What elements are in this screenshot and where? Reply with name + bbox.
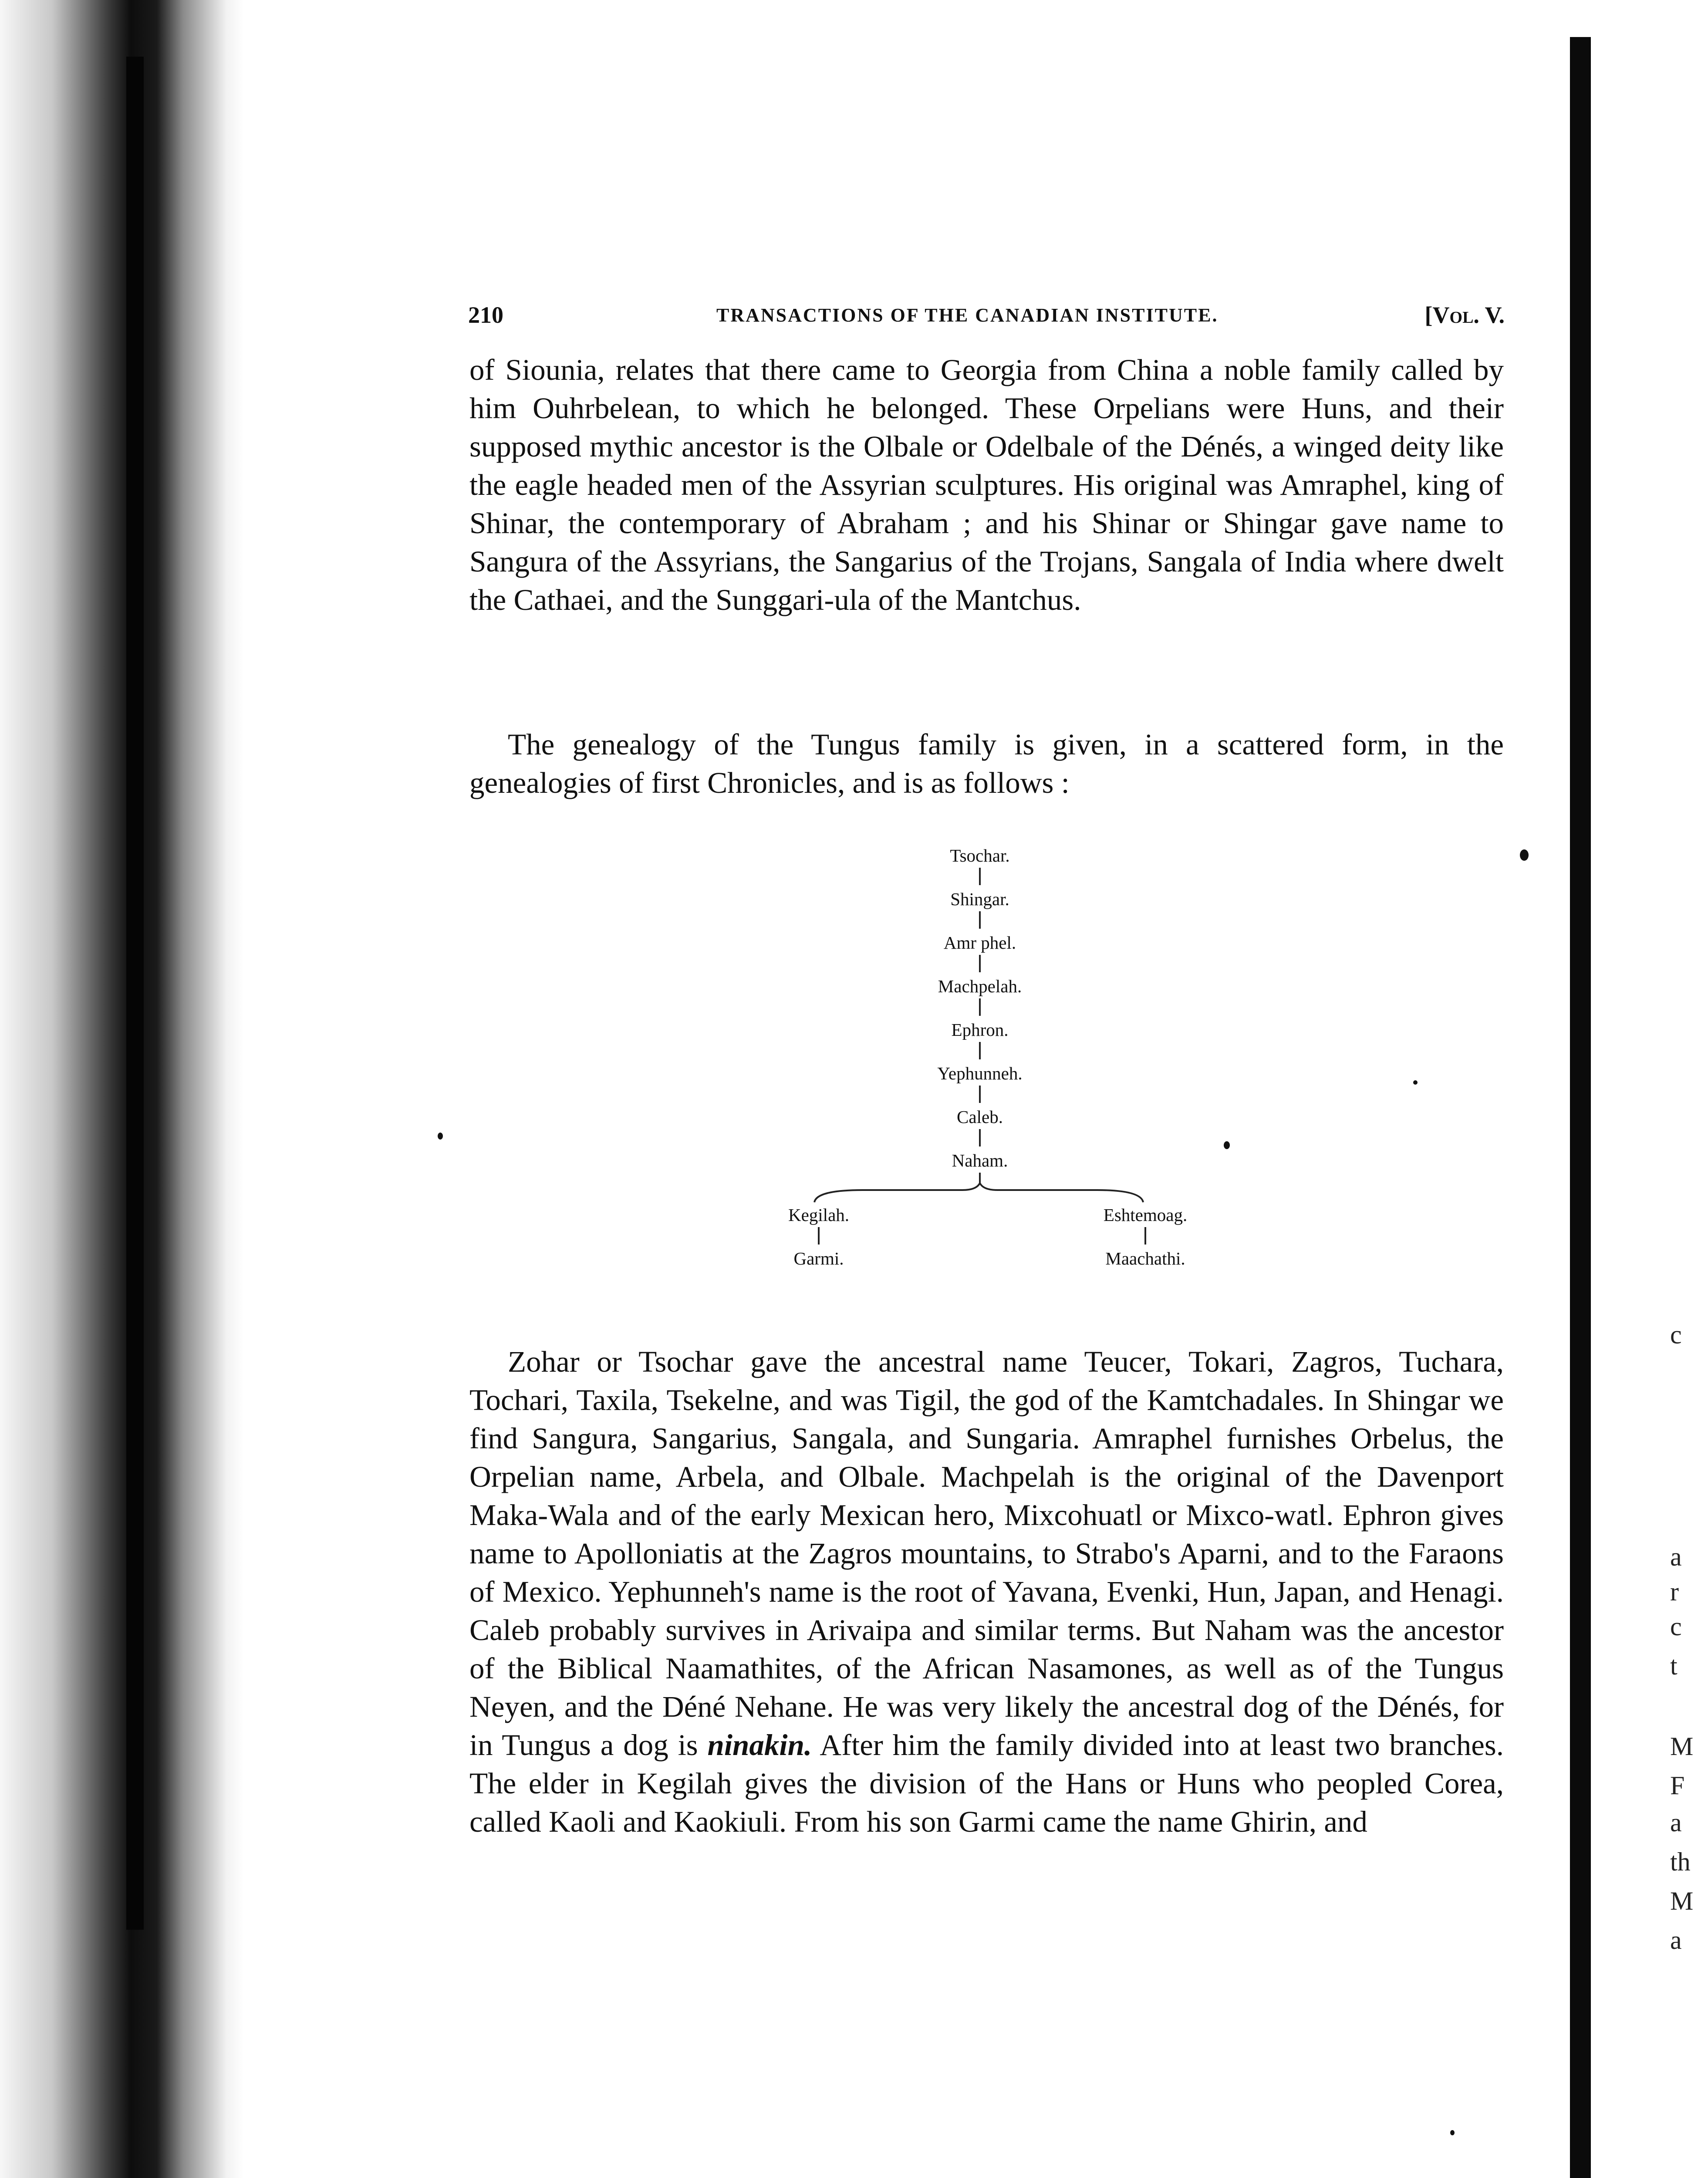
genealogy-node-eshtemoag: Eshtemoag. [1103,1205,1188,1225]
page-header [468,301,1505,336]
italic-word: ninakin. [707,1728,812,1762]
genealogy-connector [979,911,981,929]
margin-fragment: c [1670,1320,1682,1349]
margin-fragment: r [1670,1577,1679,1606]
margin-fragment: M [1670,1732,1694,1761]
margin-fragment: a [1670,1926,1682,1955]
genealogy-connector [979,1042,981,1059]
genealogy-node-naham: Naham. [952,1150,1008,1170]
page-number: 210 [468,302,503,328]
genealogy-node-tsochar: Tsochar. [950,845,1010,866]
genealogy-connector [1144,1227,1146,1245]
genealogy-connector [979,868,981,885]
margin-fragment: t [1670,1651,1678,1680]
margin-fragment: M [1670,1887,1694,1915]
genealogy-node-shingar: Shingar. [950,889,1009,909]
genealogy-connector [979,1129,981,1146]
volume-label: [Vol. V. [1424,302,1505,328]
ink-speck [1520,849,1529,861]
genealogy-node-yephunneh: Yephunneh. [937,1063,1023,1083]
page-edge-shadow [1570,37,1591,2178]
margin-fragment: a [1670,1808,1682,1837]
running-title: TRANSACTIONS OF THE CANADIAN INSTITUTE. [716,304,1219,326]
ink-speck [1450,2130,1455,2135]
ink-speck [438,1133,443,1140]
margin-fragment: F [1670,1771,1685,1800]
ink-speck [1224,1141,1230,1149]
genealogy-branch-brace [775,1180,1237,1207]
genealogy-tree [775,845,1237,1307]
genealogy-node-maachathi: Maachathi. [1105,1248,1185,1268]
margin-fragment: c [1670,1612,1682,1641]
genealogy-connector [979,1086,981,1103]
binding-shadow [126,57,144,1930]
genealogy-node-amraphel: Amr phel. [943,933,1016,953]
genealogy-node-machpelah: Machpelah. [938,976,1022,996]
genealogy-node-ephron: Ephron. [951,1020,1009,1040]
adjacent-page-edge [1594,0,1708,2178]
genealogy-node-garmi: Garmi. [793,1248,844,1268]
genealogy-connector [979,998,981,1016]
paragraph-3-text-b: After him the family divided into at least two branches. The elder in Kegilah gives the division of the Hans or Huns who peopled Corea, called Kaoli and Kaokiuli. From his son Garmi came the name Ghirin, and [469,1728,1504,1838]
paragraph-3 [469,1343,1504,1841]
ink-speck [1413,1080,1418,1085]
margin-fragment: a [1670,1542,1682,1571]
paragraph-1: of Siounia, relates that there came to Georgia from China a noble family called by him Ouhrbelean, to which he belonged. These Orpelians were Huns, and their supposed mythic ancestor is the Olbale or Odelbale of the Dénés, a winged deity like the eagle headed men of the Assyrian sculptures. His original was Amraphel, king of Shinar, the contemporary of Abraham ; and his Shinar or Shingar gave name to Sangura of the Assyrians, the Sangarius of the Trojans, Sangala of India where dwelt the Cathaei, and the Sunggari-ula of the Mantchus. [469,353,1504,616]
genealogy-node-kegilah: Kegilah. [788,1205,850,1225]
genealogy-node-caleb: Caleb. [957,1107,1003,1127]
margin-fragment: th [1670,1847,1691,1876]
paragraph-3-text-a: Zohar or Tsochar gave the ancestral name Teucer, Tokari, Zagros, Tuchara, Tochari, Taxila, Tsekelne, and was Tigil, the god of the Kamtchadales. In Shingar we find Sangura, Sangarius, Sangala, and Sungaria. Amraphel furnishes Orbelus, the Orpelian name, Arbela, and Olbale. Machpelah is the original of the Davenport Maka-Wala and of the early Mexican hero, Mixcohuatl or Mixco-watl. Ephron gives name to Apolloniatis at the Zagros mountains, to Strabo's Aparni, and to the Faraons of Mexico. Yephunneh's name is the root of Yavana, Evenki, Hun, Japan, and Henagi. Caleb probably survives in Arivaipa and similar terms. But Naham was the ancestor of the Biblical Naamathites, of the African Nasamones, as well as of the Tungus Neyen, and the Déné Nehane. He was very likely the ancestral dog of the Dénés, for in Tungus a dog is [469,1345,1504,1762]
paragraph-2: The genealogy of the Tungus family is given, in a scattered form, in the genealogies of first Chronicles, and is as follows : [469,728,1504,799]
scanned-left-margin [0,0,244,2178]
genealogy-connector [979,955,981,972]
genealogy-connector [818,1227,820,1245]
